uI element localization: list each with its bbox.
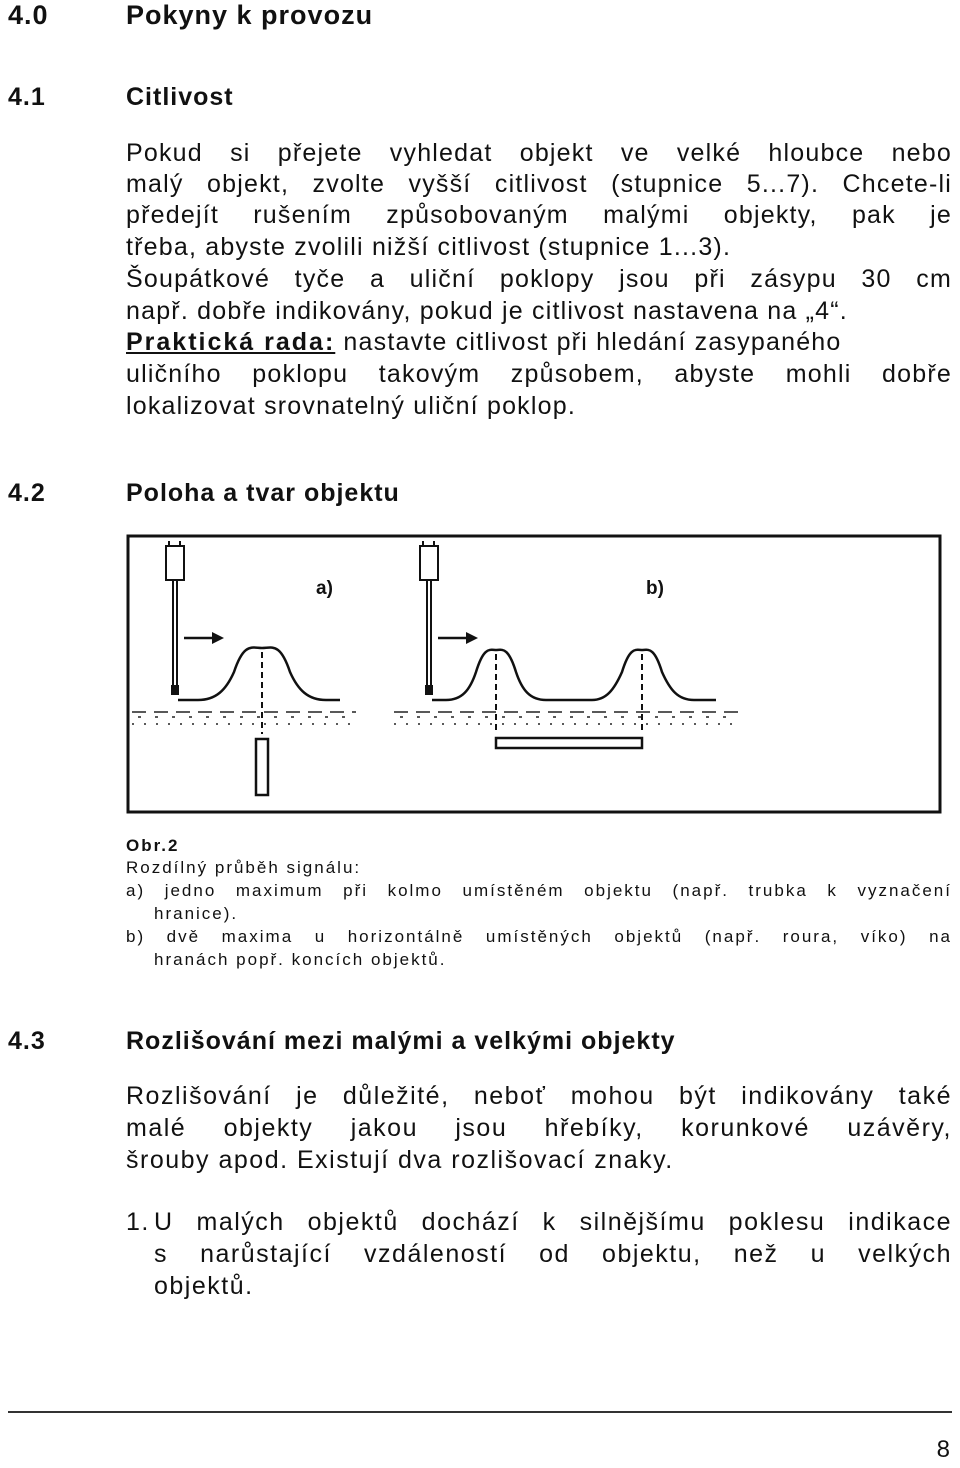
page-number: 8: [936, 1436, 950, 1463]
caption-line: b) dvě maxima u horizontálně umístěných objektů (např. roura, víko) na: [126, 927, 952, 946]
paragraph-line: Pokud si přejete vyhledat objekt ve velké hloubce nebo: [126, 139, 952, 167]
signal-curve-single-peak: [178, 648, 340, 700]
list-item-line: objektů.: [154, 1272, 254, 1300]
paragraph-line: předejít rušením způsobovaným malými objekty, pak je: [126, 201, 952, 229]
caption-label: Obr.2: [126, 836, 180, 855]
ground-surface: [132, 712, 740, 724]
subsection-title: Citlivost: [126, 83, 234, 111]
subsection-number: 4.3: [8, 1027, 46, 1055]
arrow-right-icon: [184, 632, 224, 644]
list-item-number: 1.: [126, 1208, 150, 1236]
vertical-object: [256, 739, 268, 795]
section-title: Pokyny k provozu: [126, 0, 374, 30]
figure-label-a: a): [316, 578, 333, 599]
tip-label: Praktická rada:: [126, 328, 336, 356]
detector-icon: [166, 541, 184, 695]
tip-text: nastavte citlivost při hledání zasypaného: [335, 328, 842, 356]
paragraph-line: šrouby apod. Existují dva rozlišovací znaky.: [126, 1146, 674, 1174]
detector-icon: [420, 541, 438, 695]
paragraph-line: Šoupátkové tyče a uliční poklopy jsou při zásypu 30 cm: [126, 265, 952, 293]
figure-label-b: b): [646, 578, 664, 599]
caption-line: hranice).: [154, 904, 239, 923]
caption-line: hranách popř. koncích objektů.: [154, 950, 447, 969]
horizontal-object: [496, 738, 642, 748]
list-item-line: U malých objektů dochází k silnějšímu poklesu indikace: [154, 1208, 952, 1236]
arrow-right-icon: [438, 632, 478, 644]
paragraph-line: Rozlišování je důležité, neboť mohou být indikovány také: [126, 1082, 952, 1110]
paragraph-line: malé objekty jakou jsou hřebíky, korunkové uzávěry,: [126, 1114, 952, 1142]
caption-line: a) jedno maximum při kolmo umístěném objektu (např. trubka k vyznačení: [126, 881, 952, 900]
tip-line: [126, 327, 952, 358]
footer-rule: [8, 1411, 952, 1413]
paragraph-line: malý objekt, zvolte vyšší citlivost (stupnice 5...7). Chcete-li: [126, 170, 952, 198]
caption-line: Rozdílný průběh signálu:: [126, 858, 362, 877]
section-number: 4.0: [8, 0, 49, 30]
subsection-number: 4.2: [8, 479, 46, 507]
paragraph-line: třeba, abyste zvolili nižší citlivost (stupnice 1...3).: [126, 233, 732, 261]
subsection-title: Rozlišování mezi malými a velkými objekty: [126, 1027, 676, 1055]
list-item-line: s narůstající vzdáleností od objektu, než u velkých: [154, 1240, 952, 1268]
paragraph-line: uličního poklopu takovým způsobem, abyste mohli dobře: [126, 360, 952, 388]
paragraph-line: lokalizovat srovnatelný uliční poklop.: [126, 392, 576, 420]
paragraph-line: např. dobře indikovány, pokud je citlivost nastavena na „4“.: [126, 297, 848, 325]
signal-figure: [126, 534, 942, 814]
signal-curve-double-peak: [432, 650, 716, 700]
subsection-title: Poloha a tvar objektu: [126, 479, 400, 507]
subsection-number: 4.1: [8, 83, 46, 111]
